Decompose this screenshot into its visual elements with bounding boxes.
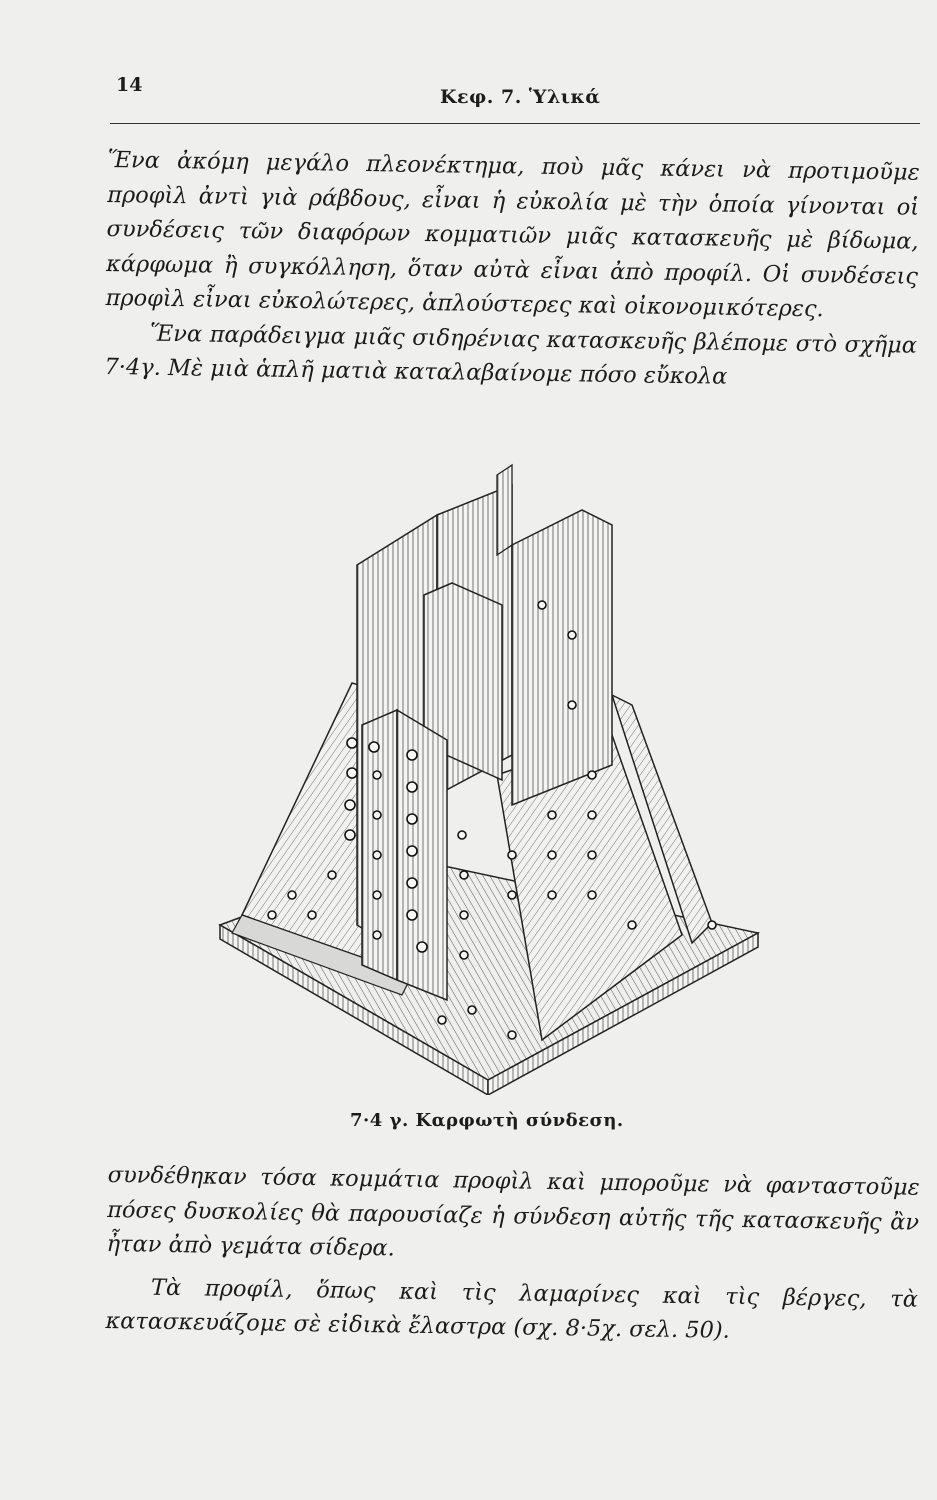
figure-caption [350,1110,624,1131]
paragraph-4: Τὰ προφίλ, ὅπως καὶ τὶς λαμαρίνες καὶ τὶς βέργες, τὰ κατασκευάζομε σὲ εἰδικὰ ἔλαστρα (σχ. 8·5χ. σελ. 50). [105,1274,919,1344]
riveted-column-base-illustration [212,455,768,1095]
paragraph-2: Ἕνα παράδειγμα μιᾶς σιδηρένιας κατασκευῆς βλέπομε στὸ σχῆμα 7·4γ. Μὲ μιὰ ἁπλῆ ματιὰ καταλαβαίνομε πόσο εὔκολα [104,320,918,390]
page-number: 14 [116,74,143,96]
figure-caption-text: 7·4 γ. Καρφωτὴ σύνδεση. [350,1110,624,1131]
paragraph-3: συνδέθηκαν τόσα κομμάτια προφὶλ καὶ μποροῦμε νὰ φανταστοῦμε πόσες δυσκολίες θὰ παρουσίαζε ἡ σύνδεση αὐτῆς τῆς κατασκευῆς ἂν ἦταν ἀπὸ γεμάτα σίδερα. [106,1161,920,1262]
header-rule [110,123,920,124]
body-text-bottom [105,1158,920,1351]
paragraph-1: Ἕνα ἀκόμη μεγάλο πλεονέκτημα, ποὺ μᾶς κάνει νὰ προτιμοῦμε προφὶλ ἀντὶ γιὰ ράβδους, εἶναι ἡ εὐκολία μὲ τὴν ὁποία γίνονται οἱ συνδέσεις τῶν διαφόρων κομματιῶν μιᾶς κατασκευῆς μὲ βίδωμα, κάρφωμα ἢ συγκόλληση, ὅταν αὐτὰ εἶναι ἀπὸ προφίλ. Οἱ συνδέσεις προφὶλ εἶναι εὐκολώτερες, ἁπλούστερες καὶ οἰκονομικότερες. [105,146,920,323]
running-head: Κεφ. 7. Ὑλικά [440,86,601,108]
body-text-top [104,143,920,397]
